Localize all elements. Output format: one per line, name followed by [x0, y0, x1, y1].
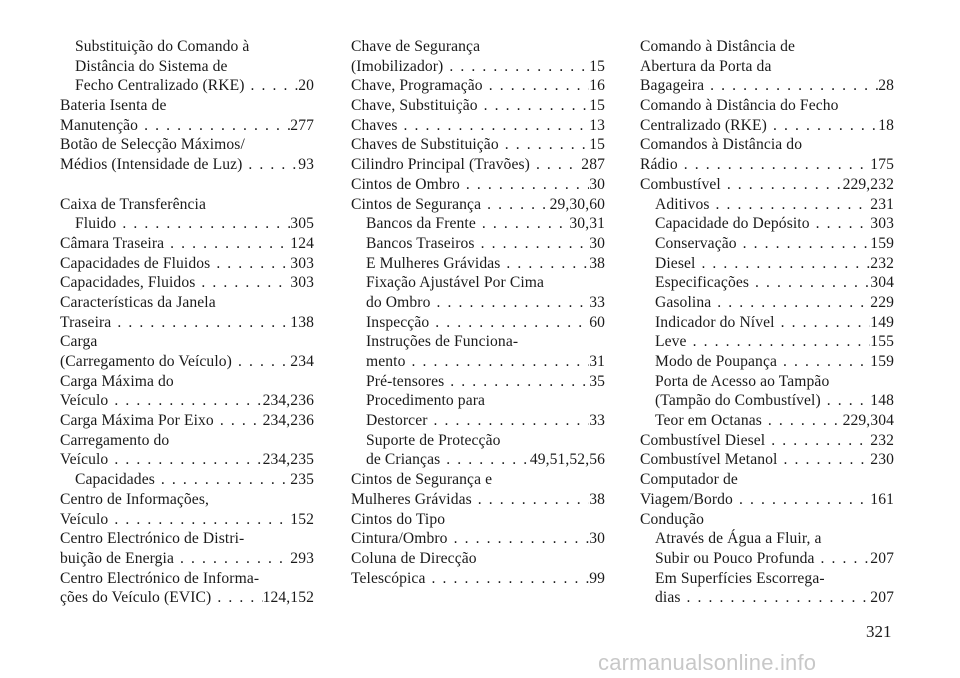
entry-page-ref: 30,31 [569, 215, 605, 233]
entry-text: Destorcer [366, 412, 428, 430]
index-entry-line [640, 96, 894, 116]
entry-text: Chave, Programação [351, 77, 483, 95]
dot-leader [476, 214, 570, 234]
entry-text: Suporte de Protecção [366, 431, 501, 449]
entry-page-ref: 99 [589, 569, 605, 587]
entry-text: Instruções de Funciona- [366, 333, 519, 351]
dot-leader [765, 431, 870, 451]
dot-leader [448, 529, 590, 549]
index-column-1 [60, 37, 314, 608]
dot-leader [440, 450, 530, 470]
entry-text: Conservação [655, 234, 737, 252]
entry-page-ref: 303 [290, 254, 314, 272]
entry-page-ref: 159 [870, 234, 894, 252]
index-entry-line [60, 352, 314, 372]
dot-leader [195, 273, 290, 293]
entry-page-ref: 20 [298, 77, 314, 95]
dot-leader [500, 254, 589, 274]
index-entry-line [60, 195, 314, 215]
entry-page-ref: 293 [290, 549, 314, 567]
dot-leader [108, 450, 262, 470]
entry-text: Capacidades [75, 471, 155, 489]
entry-page-ref: 207 [870, 549, 894, 567]
entry-text: Porta de Acesso ao Tampão [655, 372, 830, 390]
entry-text: Bateria Isenta de [60, 97, 167, 115]
entry-text: Centralizado (RKE) [640, 116, 767, 134]
entry-text: Leve [655, 333, 687, 351]
index-entry-line [351, 352, 605, 372]
entry-text: Procedimento para [366, 392, 486, 410]
entry-text: mento [366, 353, 406, 370]
index-entry-line [60, 293, 314, 313]
index-entry-line [60, 569, 314, 589]
dot-leader [821, 391, 871, 411]
index-entry-line [640, 431, 894, 451]
entry-page-ref: 124 [290, 234, 314, 252]
entry-text: Carregamento do [60, 431, 170, 449]
dot-leader [108, 391, 262, 411]
index-entry-line [60, 135, 314, 155]
index-entry-line [640, 332, 894, 352]
entry-page-ref: 277 [290, 116, 314, 134]
entry-page-ref: 60 [589, 313, 605, 331]
index-entry-line [60, 96, 314, 116]
index-entry-line [60, 549, 314, 569]
index-entry-line [60, 431, 314, 451]
entry-text: Fixação Ajustável Por Cima [366, 274, 545, 292]
index-entry-line [60, 57, 314, 77]
dot-leader [530, 155, 581, 175]
entry-text: Indicador do Nível [655, 313, 775, 331]
dot-leader [164, 234, 290, 254]
entry-text: (Carregamento do Veículo) [60, 353, 232, 370]
index-entry-line [640, 450, 894, 470]
index-entry-line [640, 155, 894, 175]
entry-text: Viagem/Bordo [640, 490, 733, 508]
index-entry-line [60, 116, 314, 136]
index-entry-line [640, 569, 894, 589]
entry-text: Veículo [60, 510, 109, 528]
dot-leader [695, 254, 870, 274]
entry-text: Chave, Substituição [351, 97, 478, 115]
entry-text: Combustível Metanol [640, 451, 778, 469]
entry-text: Diesel [655, 254, 696, 272]
index-entry-line [60, 234, 314, 254]
dot-leader [710, 195, 871, 215]
dot-leader [405, 352, 589, 372]
entry-text: Cilindro Principal (Travões) [351, 156, 530, 174]
entry-page-ref: 303 [290, 274, 314, 292]
entry-text: do Ombro [366, 293, 431, 311]
entry-text: Capacidades, Fluidos [60, 274, 196, 292]
entry-text: Veículo [60, 451, 109, 469]
entry-text: Carga [60, 333, 98, 351]
dot-leader [460, 175, 589, 195]
entry-page-ref: 18 [878, 116, 894, 134]
entry-page-ref: 15 [589, 136, 605, 154]
index-entry-line [351, 37, 605, 57]
entry-text: ções do Veículo (EVIC) [60, 589, 212, 607]
entry-page-ref: 38 [589, 254, 605, 272]
entry-page-ref: 33 [589, 293, 605, 311]
entry-page-ref: 232 [870, 431, 894, 449]
entry-text: Comando à Distância de [640, 38, 796, 55]
dot-leader [767, 116, 878, 136]
entry-text: Comando à Distância do Fecho [640, 97, 839, 115]
entry-page-ref: 229 [870, 293, 894, 311]
dot-leader [687, 332, 871, 352]
index-entry-line [351, 195, 605, 215]
index-entry-line [60, 76, 314, 96]
entry-page-ref: 35 [589, 372, 605, 390]
entry-page-ref: 138 [290, 313, 314, 331]
index-entry-line [60, 332, 314, 352]
dot-leader [111, 313, 290, 333]
index-column-3 [640, 37, 894, 608]
dot-leader [210, 254, 290, 274]
dot-leader [472, 490, 589, 510]
entry-page-ref: 30 [589, 175, 605, 193]
watermark-text: carmanualsonline.info [598, 650, 817, 675]
entry-page-ref: 232 [870, 254, 894, 272]
entry-text: Veículo [60, 392, 109, 410]
dot-leader [429, 313, 589, 333]
index-entry-line [640, 195, 894, 215]
index-entry-line [640, 470, 894, 490]
dot-leader [232, 352, 290, 372]
entry-text: Coluna de Direcção [351, 549, 477, 567]
index-entry-line [640, 57, 894, 77]
index-entry-line [60, 588, 314, 608]
dot-leader [721, 175, 843, 195]
index-entry-line [640, 411, 894, 431]
entry-page-ref: 234,236 [262, 412, 314, 430]
entry-page-ref: 38 [589, 490, 605, 508]
index-entry-line [351, 411, 605, 431]
entry-page-ref: 234,236 [262, 392, 314, 410]
entry-page-ref: 29,30,60 [549, 195, 605, 213]
index-entry-line [351, 57, 605, 77]
index-entry-line [60, 391, 314, 411]
index-entry-line [351, 135, 605, 155]
entry-text: Cintos de Ombro [351, 175, 460, 193]
index-entry-line [351, 450, 605, 470]
entry-text: dias [655, 589, 681, 607]
index-entry-line [351, 313, 605, 333]
index-entry-line [640, 490, 894, 510]
index-entry-line [351, 332, 605, 352]
entry-text: Combustível Diesel [640, 431, 766, 449]
index-entry-line [60, 313, 314, 333]
page-number: 321 [866, 622, 892, 641]
entry-page-ref: 305 [290, 215, 314, 233]
dot-leader [775, 313, 871, 333]
entry-text: Teor em Octanas [655, 412, 762, 430]
index-entry-line [640, 273, 894, 293]
dot-leader [478, 96, 590, 116]
index-entry-line [351, 529, 605, 549]
entry-page-ref: 234 [290, 353, 314, 370]
index-entry-line [640, 510, 894, 530]
index-entry-line [640, 234, 894, 254]
dot-leader [704, 76, 878, 96]
dot-leader [762, 411, 843, 431]
index-entry-line [60, 490, 314, 510]
index-entry-line [640, 76, 894, 96]
index-entry-line [351, 214, 605, 234]
index-entry-line [351, 116, 605, 136]
entry-text: Carga Máxima Por Eixo [60, 412, 214, 430]
index-entry-line [351, 254, 605, 274]
index-entry-line [640, 254, 894, 274]
entry-page-ref: 49,51,52,56 [529, 451, 605, 469]
entry-text: Centro de Informações, [60, 490, 209, 508]
dot-leader [242, 155, 298, 175]
entry-text: Distância do Sistema de [75, 57, 228, 75]
index-entry-line [351, 155, 605, 175]
dot-leader [678, 155, 871, 175]
dot-leader [428, 411, 590, 431]
index-entry-line [351, 510, 605, 530]
index-entry-line [351, 175, 605, 195]
entry-page-ref: 30 [589, 234, 605, 252]
index-entry-line [60, 155, 314, 175]
index-entry-line [640, 175, 894, 195]
dot-leader [108, 510, 290, 530]
entry-page-ref: 159 [870, 353, 894, 370]
entry-text: Substituição do Comando à [75, 38, 250, 55]
dot-leader [777, 450, 870, 470]
dot-leader [443, 57, 589, 77]
entry-text: Centro Electrónico de Distri- [60, 530, 245, 548]
entry-text: Bagageira [640, 77, 705, 95]
entry-page-ref: 124,152 [262, 589, 314, 607]
entry-text: Botão de Selecção Máximos/ [60, 136, 245, 154]
entry-text: Cintos do Tipo [351, 510, 446, 528]
dot-leader [211, 588, 262, 608]
dot-leader [398, 116, 590, 136]
entry-text: Inspecção [366, 313, 430, 331]
index-entry-line [351, 234, 605, 254]
entry-text: Cintos de Segurança e [351, 471, 493, 489]
dot-leader [475, 234, 590, 254]
entry-page-ref: 13 [589, 116, 605, 134]
entry-text: Rádio [640, 156, 678, 174]
index-entry-line [640, 391, 894, 411]
entry-text: Subir ou Pouco Profunda [655, 549, 815, 567]
spacer [60, 175, 314, 195]
entry-page-ref: 231 [870, 195, 894, 213]
entry-text: Médios (Intensidade de Luz) [60, 156, 243, 174]
index-entry-line [640, 37, 894, 57]
entry-text: Fecho Centralizado (RKE) [75, 77, 245, 95]
index-column-2 [351, 37, 605, 588]
entry-text: Chaves de Substituição [351, 136, 499, 154]
index-entry-line [351, 549, 605, 569]
index-entry-line [640, 588, 894, 608]
dot-leader [815, 549, 871, 569]
index-entry-line [60, 254, 314, 274]
index-entry-line [60, 450, 314, 470]
entry-page-ref: 303 [870, 215, 894, 233]
entry-text: Características da Janela [60, 293, 216, 311]
entry-text: Fluido [75, 215, 117, 233]
index-entry-line [640, 135, 894, 155]
entry-page-ref: 229,232 [842, 175, 894, 193]
entry-text: (Tampão do Combustível) [655, 392, 821, 410]
index-entry-line [640, 116, 894, 136]
index-entry-line [351, 490, 605, 510]
entry-page-ref: 230 [870, 451, 894, 469]
entry-page-ref: 93 [298, 156, 314, 174]
entry-page-ref: 304 [870, 274, 894, 292]
entry-text: E Mulheres Grávidas [366, 254, 501, 272]
entry-text: Câmara Traseira [60, 234, 165, 252]
index-entry-line [60, 411, 314, 431]
index-entry-line [60, 510, 314, 530]
entry-page-ref: 287 [581, 156, 605, 174]
entry-text: Bancos Traseiros [366, 234, 475, 252]
entry-page-ref: 229,304 [842, 412, 894, 430]
entry-page-ref: 234,235 [262, 451, 314, 469]
entry-text: Carga Máxima do [60, 372, 174, 390]
entry-page-ref: 149 [870, 313, 894, 331]
index-entry-line [60, 37, 314, 57]
entry-page-ref: 175 [870, 156, 894, 174]
entry-page-ref: 28 [878, 77, 894, 95]
dot-leader [483, 76, 590, 96]
dot-leader [155, 470, 290, 490]
entry-text: Cintura/Ombro [351, 530, 448, 548]
entry-page-ref: 15 [589, 97, 605, 115]
entry-page-ref: 155 [870, 333, 894, 351]
dot-leader [214, 411, 263, 431]
entry-text: Chave de Segurança [351, 38, 481, 55]
entry-text: de Crianças [366, 451, 441, 469]
index-entry-line [60, 470, 314, 490]
index-entry-line [640, 549, 894, 569]
index-entry-line [60, 273, 314, 293]
entry-page-ref: 16 [589, 77, 605, 95]
entry-page-ref: 207 [870, 589, 894, 607]
entry-text: Gasolina [655, 293, 712, 311]
index-entry-line [351, 273, 605, 293]
entry-page-ref: 33 [589, 412, 605, 430]
entry-page-ref: 148 [870, 392, 894, 410]
entry-text: Abertura da Porta da [640, 57, 772, 75]
index-entry-line [351, 76, 605, 96]
entry-page-ref: 152 [290, 510, 314, 528]
entry-text: Telescópica [351, 569, 426, 587]
index-entry-line [60, 214, 314, 234]
dot-leader [245, 76, 299, 96]
entry-text: Chaves [351, 116, 398, 134]
index-entry-line [640, 352, 894, 372]
entry-text: Manutenção [60, 116, 139, 134]
dot-leader [499, 135, 589, 155]
index-entry-line [351, 470, 605, 490]
entry-text: Caixa de Transferência [60, 195, 206, 213]
entry-text: Mulheres Grávidas [351, 490, 472, 508]
entry-text: Especificações [655, 274, 750, 292]
index-entry-line [60, 529, 314, 549]
entry-text: Em Superfícies Escorrega- [655, 569, 825, 587]
entry-text: Centro Electrónico de Informa- [60, 569, 260, 587]
index-entry-line [640, 313, 894, 333]
dot-leader [430, 293, 589, 313]
dot-leader [116, 214, 290, 234]
dot-leader [444, 372, 589, 392]
entry-text: Condução [640, 510, 705, 528]
index-entry-line [60, 372, 314, 392]
entry-page-ref: 31 [589, 353, 605, 370]
dot-leader [737, 234, 871, 254]
index-entry-line [351, 569, 605, 589]
index-entry-line [351, 293, 605, 313]
entry-page-ref: 30 [589, 530, 605, 548]
dot-leader [733, 490, 870, 510]
entry-text: Bancos da Frente [366, 215, 476, 233]
entry-page-ref: 15 [589, 57, 605, 75]
dot-leader [425, 569, 589, 589]
entry-text: Comandos à Distância do [640, 136, 803, 154]
entry-text: Modo de Poupança [655, 353, 777, 370]
entry-page-ref: 235 [290, 471, 314, 489]
index-entry-line [640, 372, 894, 392]
entry-text: Combustível [640, 175, 721, 193]
entry-text: buição de Energia [60, 549, 174, 567]
entry-text: Cintos de Segurança [351, 195, 482, 213]
dot-leader [174, 549, 290, 569]
index-entry-line [351, 431, 605, 451]
entry-text: Traseira [60, 313, 112, 331]
dot-leader [681, 588, 871, 608]
index-entry-line [351, 372, 605, 392]
dot-leader [810, 214, 871, 234]
dot-leader [749, 273, 870, 293]
index-entry-line [640, 529, 894, 549]
dot-leader [711, 293, 870, 313]
dot-leader [777, 352, 870, 372]
entry-page-ref: 161 [870, 490, 894, 508]
entry-text: (Imobilizador) [351, 57, 444, 75]
entry-text: Capacidade do Depósito [655, 215, 810, 233]
entry-text: Pré-tensores [366, 372, 445, 390]
index-entry-line [640, 214, 894, 234]
dot-leader [481, 195, 550, 215]
index-entry-line [351, 96, 605, 116]
entry-text: Capacidades de Fluidos [60, 254, 211, 272]
index-entry-line [640, 293, 894, 313]
index-entry-line [351, 391, 605, 411]
dot-leader [138, 116, 290, 136]
entry-text: Através de Água a Fluir, a [655, 530, 822, 548]
entry-text: Computador de [640, 471, 738, 489]
entry-text: Aditivos [655, 195, 710, 213]
